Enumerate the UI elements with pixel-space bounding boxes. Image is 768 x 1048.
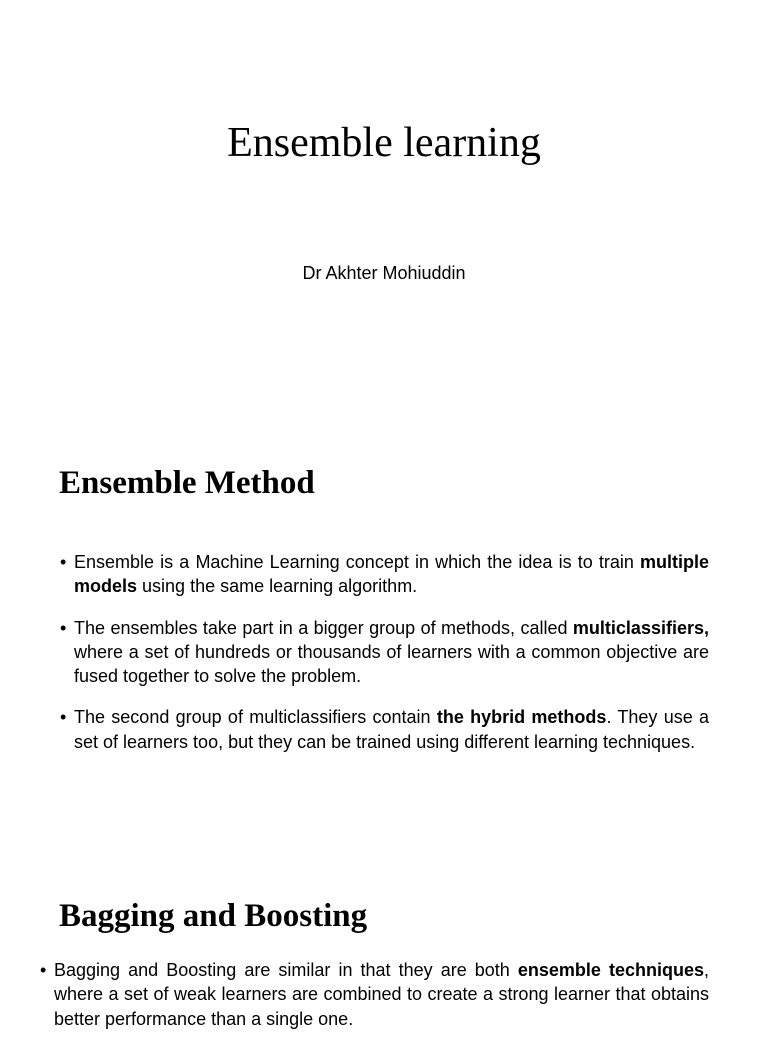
bullet-dot-icon: •: [60, 707, 67, 728]
bullet-dot-icon: •: [60, 617, 67, 638]
bullet-item: [60, 616, 709, 689]
bullet-bold-text: ensemble techniques: [517, 960, 704, 980]
slide-author: Dr Akhter Mohiuddin: [302, 263, 466, 283]
slide-title: Ensemble learning: [227, 120, 541, 166]
bullet-text: where a set of hundreds or thousands of learners with a common objective are fused together to solve the problem.: [74, 641, 709, 687]
bullet-item: [60, 550, 709, 599]
bullet-bold-text: the hybrid methods: [436, 707, 607, 728]
bullet-item: [40, 958, 709, 1031]
bullet-text: Ensemble is a Machine Learning concept in which the idea is to train: [74, 552, 640, 572]
bullet-dot-icon: •: [60, 552, 67, 572]
bullet-bold-text: multiple models: [74, 552, 709, 597]
bullet-text: using the same learning algorithm.: [137, 576, 418, 597]
bullet-text: The second group of multiclassifiers contain: [74, 707, 437, 728]
bullet-text: Bagging and Boosting are similar in that they are both: [54, 960, 518, 980]
bullet-text: , where a set of weak learners are combined to create a strong learner that obtains better performance than a single one.: [54, 960, 710, 1029]
bullet-bold-text: multiclassifiers,: [572, 617, 709, 638]
ensemble-method-heading: Ensemble Method: [59, 465, 315, 501]
bagging-boosting-heading: Bagging and Boosting: [59, 898, 368, 934]
ensemble-method-bullet-list: [60, 550, 709, 771]
bagging-boosting-bullet-list: [40, 958, 709, 1048]
bullet-text: . They use a set of learners too, but they can be trained using different learning techniques.: [74, 707, 710, 752]
bullet-item: [60, 705, 709, 754]
bullet-dot-icon: •: [40, 960, 47, 980]
bullet-text: The ensembles take part in a bigger group of methods, called: [74, 617, 573, 638]
